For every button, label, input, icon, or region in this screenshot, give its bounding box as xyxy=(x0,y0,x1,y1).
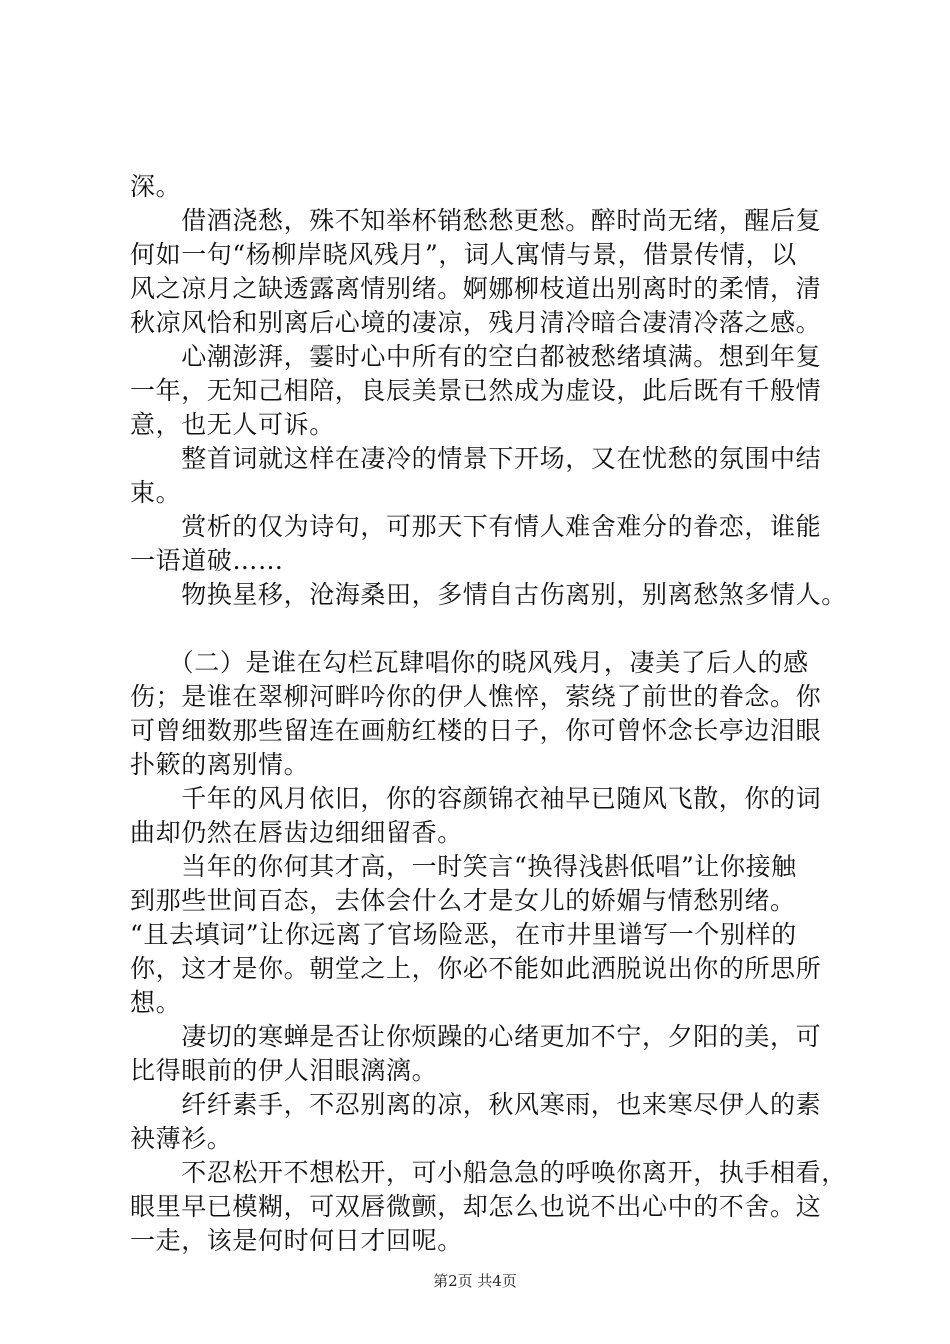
text-line: 曲却仍然在唇齿边细细留香。 xyxy=(130,818,463,847)
text-line: 扑簌的离别情。 xyxy=(130,750,310,779)
text-line: 风之凉月之缺透露离情别绪。婀娜柳枝道出别离时的柔情，清 xyxy=(130,274,822,303)
text-line: “且去填词”让你远离了官场险恶，在市井里谱写一个别样的 xyxy=(130,920,797,949)
text-line: 不忍松开不想松开，可小船急急的呼唤你离开，执手相看， xyxy=(130,1158,847,1187)
text-line: （二）是谁在勾栏瓦肆唱你的晓风残月，凄美了后人的感 xyxy=(130,648,809,677)
text-line: 意，也无人可诉。 xyxy=(130,410,335,439)
text-line: 物换星移，沧海桑田，多情自古伤离别，别离愁煞多情人。 xyxy=(130,580,847,609)
text-line: 千年的风月依旧，你的容颜锦衣袖早已随风飞散，你的词 xyxy=(130,784,822,813)
text-line: 伤；是谁在翠柳河畔吟你的伊人憔悴，萦绕了前世的眷念。你 xyxy=(130,682,822,711)
text-line: 纤纤素手，不忍别离的凉，秋风寒雨，也来寒尽伊人的素 xyxy=(130,1090,822,1119)
text-line: 心潮澎湃，霎时心中所有的空白都被愁绪填满。想到年复 xyxy=(130,342,822,371)
text-line: 秋凉风恰和别离后心境的凄凉，残月清冷暗合凄清冷落之感。 xyxy=(130,308,822,337)
text-line: 凄切的寒蝉是否让你烦躁的心绪更加不宁，夕阳的美，可 xyxy=(130,1022,822,1051)
text-line: 何如一句“杨柳岸晓风残月”，词人寓情与景，借景传情，以 xyxy=(130,240,797,269)
text-line: 一语道破…… xyxy=(130,546,284,575)
text-line: 借酒浇愁，殊不知举杯销愁愁更愁。醉时尚无绪，醒后复 xyxy=(130,206,822,235)
text-line: 整首词就这样在凄冷的情景下开场，又在忧愁的氛围中结 xyxy=(130,444,822,473)
text-line: 到那些世间百态，去体会什么才是女儿的娇媚与情愁别绪。 xyxy=(130,886,796,915)
text-line: 束。 xyxy=(130,478,182,507)
text-line: 想。 xyxy=(130,988,182,1017)
text-line: 袂薄衫。 xyxy=(130,1124,233,1153)
text-line: 一走，该是何时何日才回呢。 xyxy=(130,1226,463,1255)
page-number-footer: 第2页 共4页 xyxy=(433,1272,517,1290)
text-line: 一年，无知己相陪，良辰美景已然成为虚设，此后既有千般情 xyxy=(130,376,822,405)
text-line: 比得眼前的伊人泪眼漓漓。 xyxy=(130,1056,438,1085)
text-line: 赏析的仅为诗句，可那天下有情人难舍难分的眷恋，谁能 xyxy=(130,512,822,541)
text-line: 你，这才是你。朝堂之上，你必不能如此洒脱说出你的所思所 xyxy=(130,954,822,983)
text-line: 眼里早已模糊，可双唇微颤，却怎么也说不出心中的不舍。这 xyxy=(130,1192,822,1221)
text-line: 当年的你何其才高，一时笑言“换得浅斟低唱”让你接触 xyxy=(130,852,797,881)
text-line: 可曾细数那些留连在画舫红楼的日子，你可曾怀念长亭边泪眼 xyxy=(130,716,822,745)
text-line: 深。 xyxy=(130,172,182,201)
